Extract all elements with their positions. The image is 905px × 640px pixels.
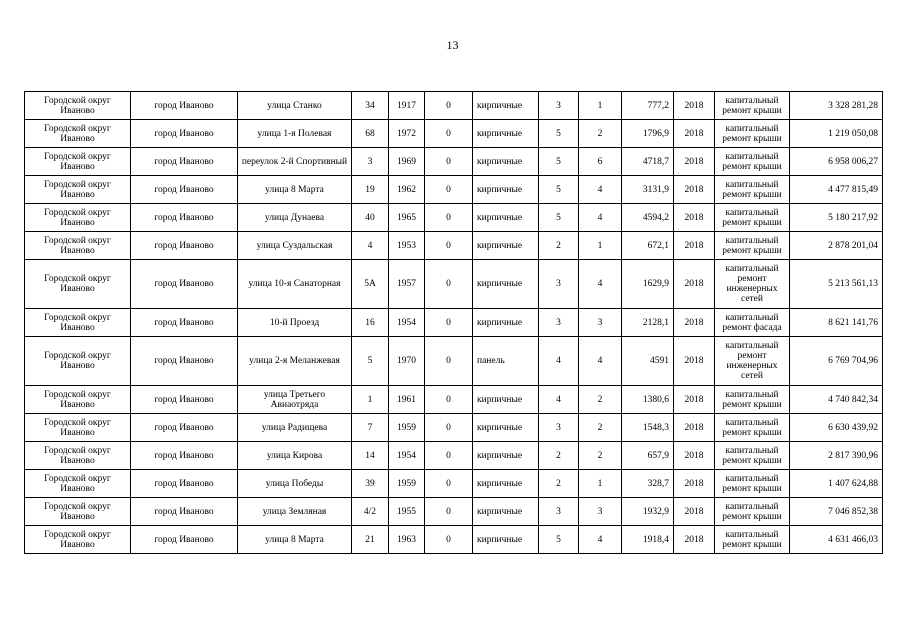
- cost-cell: 5 213 561,13: [790, 260, 883, 309]
- build-year-cell: 1959: [389, 414, 425, 442]
- plan-year-cell: 2018: [674, 260, 715, 309]
- area-cell: 1548,3: [622, 414, 674, 442]
- street-cell: переулок 2-й Спортивный: [238, 148, 352, 176]
- wall-material-cell: кирпичные: [473, 204, 539, 232]
- entrances-cell: 3: [579, 498, 622, 526]
- table-row: [25, 386, 883, 414]
- flag-cell: 0: [425, 386, 473, 414]
- work-type-cell: капитальный ремонт крыши: [715, 386, 790, 414]
- city-cell: город Иваново: [131, 204, 238, 232]
- wall-material-cell: кирпичные: [473, 470, 539, 498]
- table-row: [25, 148, 883, 176]
- district-cell: Городской округ Иваново: [25, 176, 131, 204]
- area-cell: 657,9: [622, 442, 674, 470]
- street-cell: улица 8 Марта: [238, 526, 352, 554]
- table-row: [25, 120, 883, 148]
- floors-cell: 4: [539, 386, 579, 414]
- entrances-cell: 6: [579, 148, 622, 176]
- wall-material-cell: кирпичные: [473, 309, 539, 337]
- area-cell: 672,1: [622, 232, 674, 260]
- build-year-cell: 1917: [389, 92, 425, 120]
- floors-cell: 3: [539, 260, 579, 309]
- entrances-cell: 1: [579, 232, 622, 260]
- flag-cell: 0: [425, 204, 473, 232]
- cost-cell: 8 621 141,76: [790, 309, 883, 337]
- build-year-cell: 1953: [389, 232, 425, 260]
- build-year-cell: 1955: [389, 498, 425, 526]
- district-cell: Городской округ Иваново: [25, 470, 131, 498]
- entrances-cell: 2: [579, 414, 622, 442]
- city-cell: город Иваново: [131, 414, 238, 442]
- flag-cell: 0: [425, 260, 473, 309]
- floors-cell: 3: [539, 309, 579, 337]
- area-cell: 777,2: [622, 92, 674, 120]
- build-year-cell: 1972: [389, 120, 425, 148]
- plan-year-cell: 2018: [674, 414, 715, 442]
- district-cell: Городской округ Иваново: [25, 148, 131, 176]
- work-type-cell: капитальный ремонт инженерных сетей: [715, 337, 790, 386]
- plan-year-cell: 2018: [674, 204, 715, 232]
- cost-cell: 3 328 281,28: [790, 92, 883, 120]
- area-cell: 4718,7: [622, 148, 674, 176]
- city-cell: город Иваново: [131, 92, 238, 120]
- wall-material-cell: кирпичные: [473, 442, 539, 470]
- flag-cell: 0: [425, 526, 473, 554]
- table-row: [25, 526, 883, 554]
- street-cell: улица Радищева: [238, 414, 352, 442]
- city-cell: город Иваново: [131, 337, 238, 386]
- area-cell: 1918,4: [622, 526, 674, 554]
- house-number-cell: 4: [352, 232, 389, 260]
- cost-cell: 6 958 006,27: [790, 148, 883, 176]
- district-cell: Городской округ Иваново: [25, 260, 131, 309]
- entrances-cell: 3: [579, 309, 622, 337]
- flag-cell: 0: [425, 232, 473, 260]
- wall-material-cell: кирпичные: [473, 92, 539, 120]
- house-number-cell: 1: [352, 386, 389, 414]
- district-cell: Городской округ Иваново: [25, 414, 131, 442]
- wall-material-cell: кирпичные: [473, 260, 539, 309]
- city-cell: город Иваново: [131, 120, 238, 148]
- street-cell: улица Третьего Авиаотряда: [238, 386, 352, 414]
- city-cell: город Иваново: [131, 442, 238, 470]
- city-cell: город Иваново: [131, 526, 238, 554]
- wall-material-cell: кирпичные: [473, 414, 539, 442]
- street-cell: улица 8 Марта: [238, 176, 352, 204]
- district-cell: Городской округ Иваново: [25, 120, 131, 148]
- area-cell: 2128,1: [622, 309, 674, 337]
- cost-cell: 6 630 439,92: [790, 414, 883, 442]
- city-cell: город Иваново: [131, 260, 238, 309]
- cost-cell: 6 769 704,96: [790, 337, 883, 386]
- street-cell: улица 2-я Меланжевая: [238, 337, 352, 386]
- flag-cell: 0: [425, 120, 473, 148]
- plan-year-cell: 2018: [674, 498, 715, 526]
- street-cell: улица Победы: [238, 470, 352, 498]
- cost-cell: 4 477 815,49: [790, 176, 883, 204]
- build-year-cell: 1962: [389, 176, 425, 204]
- build-year-cell: 1959: [389, 470, 425, 498]
- area-cell: 4591: [622, 337, 674, 386]
- wall-material-cell: кирпичные: [473, 148, 539, 176]
- flag-cell: 0: [425, 148, 473, 176]
- house-number-cell: 19: [352, 176, 389, 204]
- cost-cell: 4 631 466,03: [790, 526, 883, 554]
- work-type-cell: капитальный ремонт крыши: [715, 470, 790, 498]
- area-cell: 1629,9: [622, 260, 674, 309]
- entrances-cell: 2: [579, 442, 622, 470]
- build-year-cell: 1961: [389, 386, 425, 414]
- table-row: [25, 470, 883, 498]
- house-number-cell: 7: [352, 414, 389, 442]
- area-cell: 328,7: [622, 470, 674, 498]
- build-year-cell: 1957: [389, 260, 425, 309]
- floors-cell: 3: [539, 498, 579, 526]
- floors-cell: 5: [539, 526, 579, 554]
- wall-material-cell: панель: [473, 337, 539, 386]
- build-year-cell: 1954: [389, 442, 425, 470]
- floors-cell: 5: [539, 204, 579, 232]
- table-row: [25, 204, 883, 232]
- build-year-cell: 1963: [389, 526, 425, 554]
- wall-material-cell: кирпичные: [473, 498, 539, 526]
- flag-cell: 0: [425, 442, 473, 470]
- plan-year-cell: 2018: [674, 337, 715, 386]
- cost-cell: 5 180 217,92: [790, 204, 883, 232]
- house-number-cell: 39: [352, 470, 389, 498]
- house-number-cell: 16: [352, 309, 389, 337]
- entrances-cell: 4: [579, 176, 622, 204]
- table-row: [25, 232, 883, 260]
- district-cell: Городской округ Иваново: [25, 92, 131, 120]
- street-cell: улица Суздальская: [238, 232, 352, 260]
- work-type-cell: капитальный ремонт крыши: [715, 120, 790, 148]
- page-number: 13: [446, 38, 459, 52]
- flag-cell: 0: [425, 176, 473, 204]
- wall-material-cell: кирпичные: [473, 176, 539, 204]
- entrances-cell: 4: [579, 337, 622, 386]
- cost-cell: 1 219 050,08: [790, 120, 883, 148]
- area-cell: 1380,6: [622, 386, 674, 414]
- work-type-cell: капитальный ремонт крыши: [715, 204, 790, 232]
- work-type-cell: капитальный ремонт инженерных сетей: [715, 260, 790, 309]
- city-cell: город Иваново: [131, 176, 238, 204]
- table-row: [25, 92, 883, 120]
- plan-year-cell: 2018: [674, 92, 715, 120]
- area-cell: 4594,2: [622, 204, 674, 232]
- house-number-cell: 34: [352, 92, 389, 120]
- floors-cell: 5: [539, 148, 579, 176]
- city-cell: город Иваново: [131, 309, 238, 337]
- house-number-cell: 14: [352, 442, 389, 470]
- cost-cell: 2 878 201,04: [790, 232, 883, 260]
- floors-cell: 2: [539, 470, 579, 498]
- build-year-cell: 1965: [389, 204, 425, 232]
- table-row: [25, 498, 883, 526]
- street-cell: улица Кирова: [238, 442, 352, 470]
- entrances-cell: 1: [579, 92, 622, 120]
- house-number-cell: 68: [352, 120, 389, 148]
- street-cell: 10-й Проезд: [238, 309, 352, 337]
- house-number-cell: 5: [352, 337, 389, 386]
- entrances-cell: 4: [579, 260, 622, 309]
- cost-cell: 2 817 390,96: [790, 442, 883, 470]
- repair-registry-table: [24, 91, 883, 554]
- area-cell: 1932,9: [622, 498, 674, 526]
- city-cell: город Иваново: [131, 470, 238, 498]
- build-year-cell: 1969: [389, 148, 425, 176]
- work-type-cell: капитальный ремонт крыши: [715, 498, 790, 526]
- street-cell: улица 10-я Санаторная: [238, 260, 352, 309]
- table-row: [25, 309, 883, 337]
- district-cell: Городской округ Иваново: [25, 204, 131, 232]
- house-number-cell: 4/2: [352, 498, 389, 526]
- table-row: [25, 414, 883, 442]
- work-type-cell: капитальный ремонт фасада: [715, 309, 790, 337]
- cost-cell: 4 740 842,34: [790, 386, 883, 414]
- work-type-cell: капитальный ремонт крыши: [715, 92, 790, 120]
- floors-cell: 5: [539, 176, 579, 204]
- entrances-cell: 4: [579, 204, 622, 232]
- floors-cell: 2: [539, 442, 579, 470]
- flag-cell: 0: [425, 414, 473, 442]
- wall-material-cell: кирпичные: [473, 120, 539, 148]
- flag-cell: 0: [425, 498, 473, 526]
- flag-cell: 0: [425, 470, 473, 498]
- floors-cell: 3: [539, 414, 579, 442]
- table-row: [25, 337, 883, 386]
- city-cell: город Иваново: [131, 386, 238, 414]
- wall-material-cell: кирпичные: [473, 526, 539, 554]
- area-cell: 3131,9: [622, 176, 674, 204]
- cost-cell: 1 407 624,88: [790, 470, 883, 498]
- street-cell: улица 1-я Полевая: [238, 120, 352, 148]
- district-cell: Городской округ Иваново: [25, 309, 131, 337]
- plan-year-cell: 2018: [674, 470, 715, 498]
- plan-year-cell: 2018: [674, 232, 715, 260]
- plan-year-cell: 2018: [674, 386, 715, 414]
- plan-year-cell: 2018: [674, 442, 715, 470]
- district-cell: Городской округ Иваново: [25, 337, 131, 386]
- street-cell: улица Земляная: [238, 498, 352, 526]
- flag-cell: 0: [425, 92, 473, 120]
- plan-year-cell: 2018: [674, 148, 715, 176]
- table-row: [25, 442, 883, 470]
- floors-cell: 3: [539, 92, 579, 120]
- plan-year-cell: 2018: [674, 120, 715, 148]
- table-body: [25, 92, 883, 554]
- street-cell: улица Станко: [238, 92, 352, 120]
- work-type-cell: капитальный ремонт крыши: [715, 526, 790, 554]
- district-cell: Городской округ Иваново: [25, 498, 131, 526]
- floors-cell: 5: [539, 120, 579, 148]
- house-number-cell: 40: [352, 204, 389, 232]
- plan-year-cell: 2018: [674, 176, 715, 204]
- wall-material-cell: кирпичные: [473, 386, 539, 414]
- table-row: [25, 176, 883, 204]
- floors-cell: 4: [539, 337, 579, 386]
- house-number-cell: 3: [352, 148, 389, 176]
- entrances-cell: 4: [579, 526, 622, 554]
- floors-cell: 2: [539, 232, 579, 260]
- table-row: [25, 260, 883, 309]
- wall-material-cell: кирпичные: [473, 232, 539, 260]
- work-type-cell: капитальный ремонт крыши: [715, 442, 790, 470]
- house-number-cell: 5А: [352, 260, 389, 309]
- work-type-cell: капитальный ремонт крыши: [715, 148, 790, 176]
- house-number-cell: 21: [352, 526, 389, 554]
- cost-cell: 7 046 852,38: [790, 498, 883, 526]
- flag-cell: 0: [425, 309, 473, 337]
- work-type-cell: капитальный ремонт крыши: [715, 232, 790, 260]
- work-type-cell: капитальный ремонт крыши: [715, 414, 790, 442]
- work-type-cell: капитальный ремонт крыши: [715, 176, 790, 204]
- plan-year-cell: 2018: [674, 309, 715, 337]
- plan-year-cell: 2018: [674, 526, 715, 554]
- district-cell: Городской округ Иваново: [25, 442, 131, 470]
- entrances-cell: 2: [579, 120, 622, 148]
- build-year-cell: 1970: [389, 337, 425, 386]
- street-cell: улица Дунаева: [238, 204, 352, 232]
- entrances-cell: 1: [579, 470, 622, 498]
- flag-cell: 0: [425, 337, 473, 386]
- district-cell: Городской округ Иваново: [25, 526, 131, 554]
- district-cell: Городской округ Иваново: [25, 232, 131, 260]
- area-cell: 1796,9: [622, 120, 674, 148]
- city-cell: город Иваново: [131, 148, 238, 176]
- entrances-cell: 2: [579, 386, 622, 414]
- city-cell: город Иваново: [131, 498, 238, 526]
- city-cell: город Иваново: [131, 232, 238, 260]
- district-cell: Городской округ Иваново: [25, 386, 131, 414]
- build-year-cell: 1954: [389, 309, 425, 337]
